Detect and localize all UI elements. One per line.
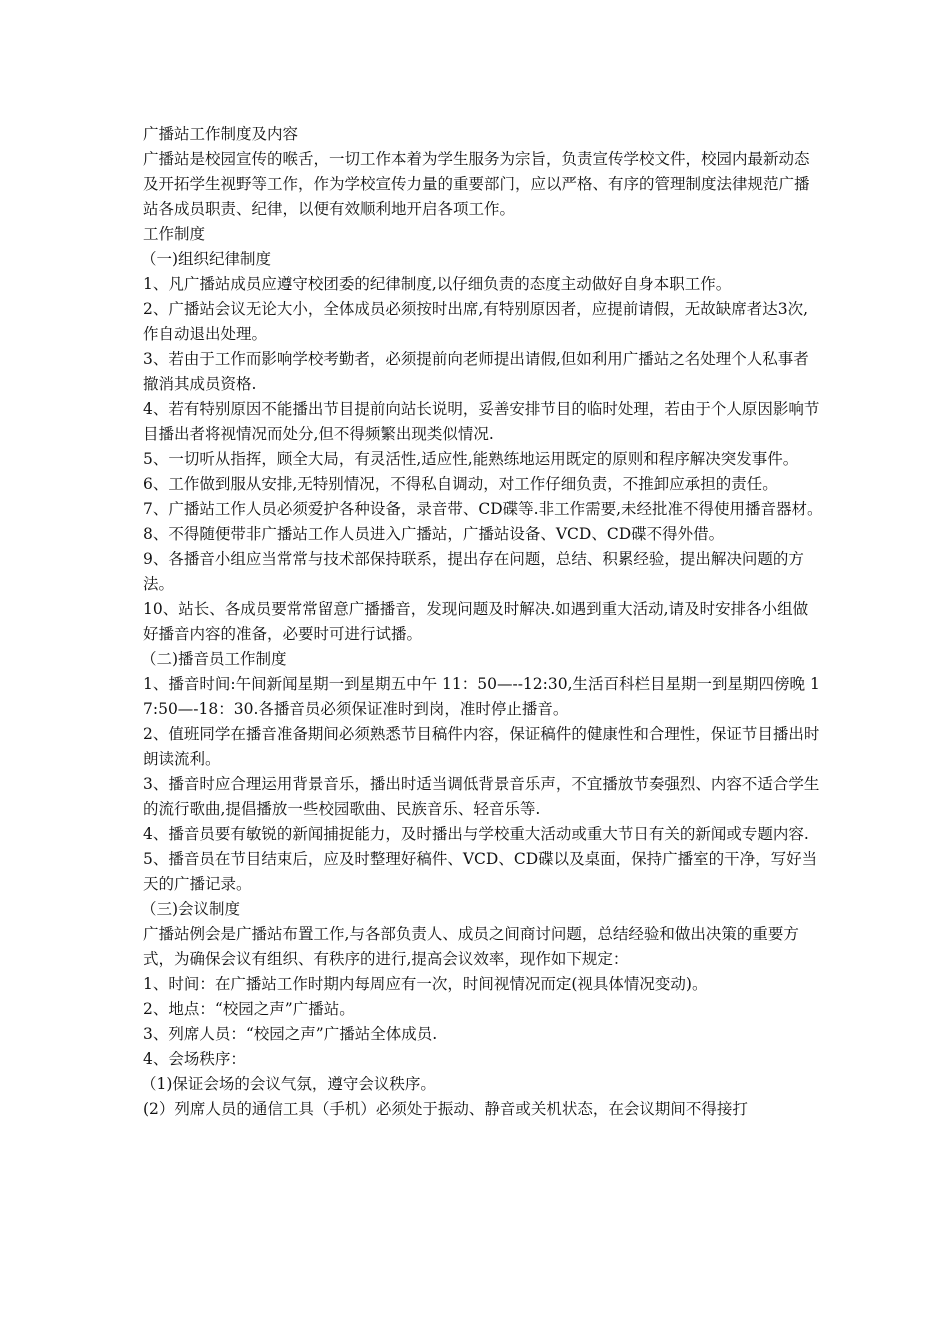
part2-item: 1、播音时间:午间新闻星期一到星期五中午 11：50—--12:30,生活百科栏目星期一到星期四傍晚 17:50—-18：30.各播音员必须保证准时到岗，准时停止播音。 — [143, 675, 820, 718]
part3-intro: 广播站例会是广播站布置工作,与各部负责人、成员之间商讨问题，总结经验和做出决策的重要方式，为确保会议有组织、有秩序的进行,提高会议效率，现作如下规定： — [143, 925, 799, 968]
part1-item: 10、站长、各成员要常常留意广播播音，发现问题及时解决.如遇到重大活动,请及时安排各小组做好播音内容的准备，必要时可进行试播。 — [143, 600, 809, 643]
intro-paragraph: 广播站是校园宣传的喉舌，一切工作本着为学生服务为宗旨，负责宣传学校文件，校园内最新动态及开拓学生视野等工作，作为学校宣传力量的重要部门，应以严格、有序的管理制度法律规范广播站各成员职责、纪律，以便有效顺利地开启各项工作。 — [143, 150, 810, 218]
part3-subitem: (2）列席人员的通信工具（手机）必须处于振动、静音或关机状态，在会议期间不得接打 — [143, 1100, 748, 1118]
document-body — [143, 122, 823, 1122]
part1-item: 5、一切听从指挥，顾全大局，有灵活性,适应性,能熟练地运用既定的原则和程序解决突发事件。 — [143, 450, 799, 468]
part3-item: 1、时间：在广播站工作时期内每周应有一次，时间视情况而定(视具体情况变动)。 — [143, 975, 708, 993]
part1-item: 7、广播站工作人员必须爱护各种设备，录音带、CD碟等.非工作需要,未经批准不得使用播音器材。 — [143, 500, 823, 518]
part3-item: 2、地点：“校园之声”广播站。 — [143, 1000, 355, 1018]
part2-heading: （二)播音员工作制度 — [141, 650, 287, 668]
document-title: 广播站工作制度及内容 — [143, 125, 299, 143]
part1-item: 6、工作做到服从安排,无特别情况，不得私自调动，对工作仔细负责，不推卸应承担的责任。 — [143, 475, 778, 493]
part3-item: 4、会场秩序： — [143, 1050, 246, 1068]
part2-item: 3、播音时应合理运用背景音乐，播出时适当调低背景音乐声，不宜播放节奏强烈、内容不适合学生的流行歌曲,提倡播放一些校园歌曲、民族音乐、轻音乐等. — [143, 775, 820, 818]
part3-heading: （三)会议制度 — [141, 900, 241, 918]
part1-item: 1、凡广播站成员应遵守校团委的纪律制度,以仔细负责的态度主动做好自身本职工作。 — [143, 275, 732, 293]
part1-item: 4、若有特别原因不能播出节目提前向站长说明，妥善安排节目的临时处理，若由于个人原因影响节目播出者将视情况而处分,但不得频繁出现类似情况. — [143, 400, 820, 443]
part1-item: 9、各播音小组应当常常与技术部保持联系，提出存在问题，总结、积累经验，提出解决问题的方法。 — [143, 550, 804, 593]
part1-item: 3、若由于工作而影响学校考勤者，必须提前向老师提出请假,但如利用广播站之名处理个人私事者撤消其成员资格. — [143, 350, 809, 393]
part2-item: 5、播音员在节目结束后，应及时整理好稿件、VCD、CD碟以及桌面，保持广播室的干净，写好当天的广播记录。 — [143, 850, 818, 893]
part3-subitem: （1)保证会场的会议气氛，遵守会议秩序。 — [141, 1075, 436, 1093]
part2-item: 2、值班同学在播音准备期间必须熟悉节目稿件内容，保证稿件的健康性和合理性，保证节目播出时朗读流利。 — [143, 725, 820, 768]
part1-item: 2、广播站会议无论大小，全体成员必须按时出席,有特别原因者，应提前请假，无故缺席者达3次,作自动退出处理。 — [143, 300, 809, 343]
part3-item: 3、列席人员：“校园之声”广播站全体成员. — [143, 1025, 438, 1043]
part2-item: 4、播音员要有敏锐的新闻捕捉能力，及时播出与学校重大活动或重大节日有关的新闻或专题内容. — [143, 825, 809, 843]
part1-item: 8、不得随便带非广播站工作人员进入广播站，广播站设备、VCD、CD碟不得外借。 — [143, 525, 725, 543]
section-heading: 工作制度 — [143, 225, 206, 243]
part1-heading: （一)组织纪律制度 — [141, 250, 272, 268]
